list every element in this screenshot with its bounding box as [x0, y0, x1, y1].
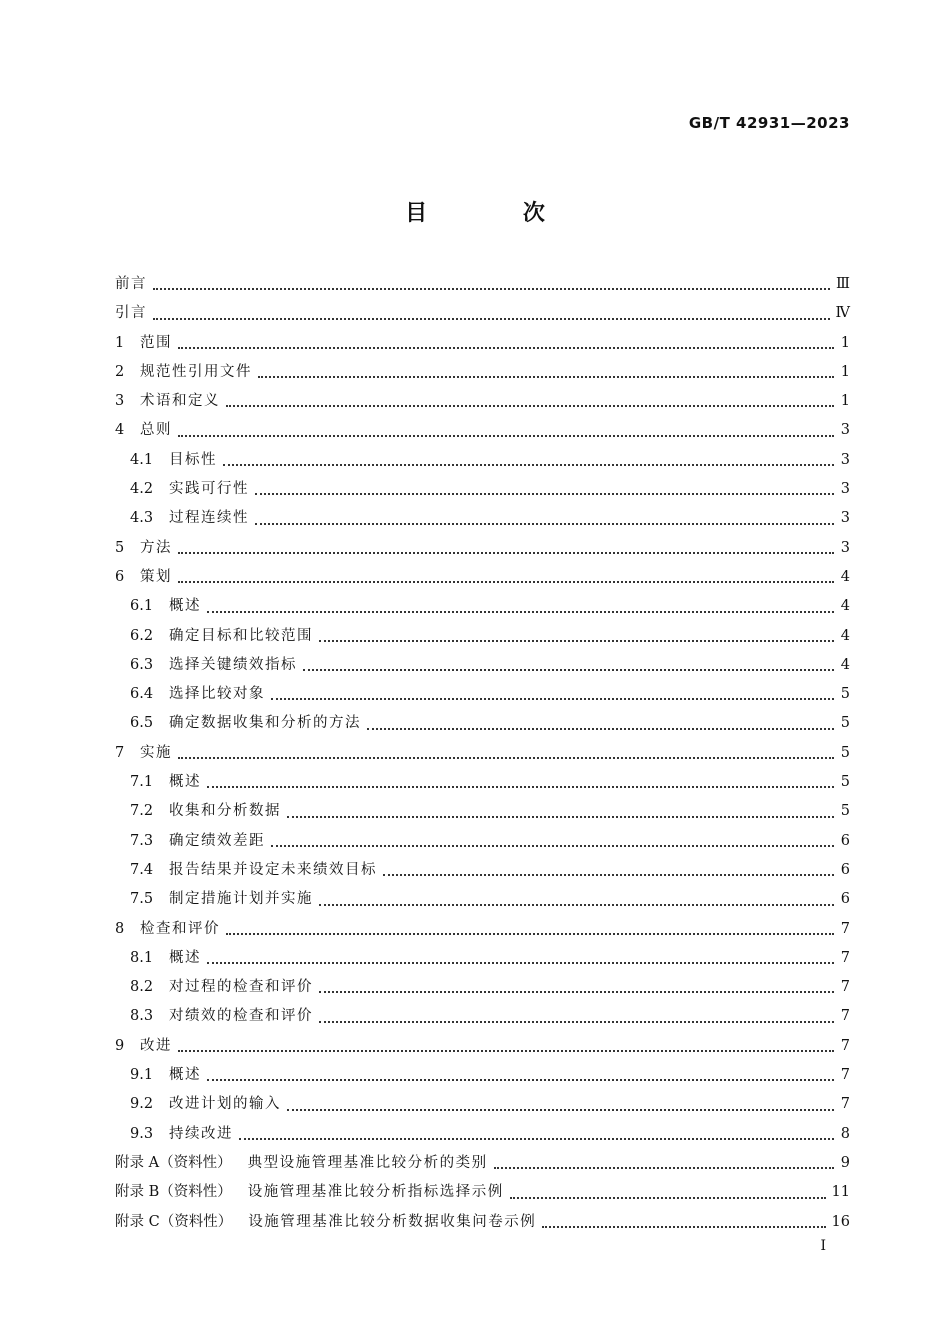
- toc-entry-title: 制定措施计划并实施: [169, 891, 313, 908]
- toc-entry-title: 总则: [140, 422, 172, 439]
- toc-entry-number: 附录 B（资料性）: [115, 1184, 232, 1201]
- toc-entry-number: 6.2: [130, 627, 154, 644]
- toc-entry-page: 5: [840, 715, 850, 732]
- toc-leader-dots: [319, 1021, 834, 1023]
- toc-leader-dots: [178, 1050, 834, 1052]
- toc-entry[interactable]: [115, 709, 850, 738]
- toc-entry[interactable]: [115, 1061, 850, 1090]
- toc-entry-number: 6.5: [130, 715, 154, 732]
- toc-entry-page: 5: [840, 744, 850, 761]
- toc-leader-dots: [178, 552, 834, 554]
- table-of-contents: [115, 270, 850, 1237]
- toc-entry[interactable]: [115, 739, 850, 768]
- toc-entry-page: 7: [840, 979, 850, 996]
- toc-leader-dots: [271, 698, 834, 700]
- toc-entry-title: 改进计划的输入: [169, 1096, 281, 1113]
- toc-entry-number: 4.3: [130, 510, 154, 527]
- toc-entry-title: 方法: [140, 539, 172, 556]
- toc-entry-number: 9.3: [130, 1125, 154, 1142]
- toc-entry[interactable]: [115, 299, 850, 328]
- toc-entry[interactable]: [115, 622, 850, 651]
- toc-entry-title: 典型设施管理基准比较分析的类别: [247, 1154, 488, 1171]
- toc-entry-page: 7: [840, 949, 850, 966]
- toc-entry-title: 概述: [169, 598, 201, 615]
- toc-entry[interactable]: [115, 856, 850, 885]
- toc-entry-page: 1: [840, 393, 850, 410]
- toc-entry-title: 术语和定义: [140, 393, 220, 410]
- toc-entry-page: 6: [840, 891, 850, 908]
- toc-entry-number: 6.3: [130, 656, 154, 673]
- toc-entry-number: 9.2: [130, 1096, 154, 1113]
- toc-leader-dots: [287, 816, 834, 818]
- toc-leader-dots: [226, 405, 834, 407]
- toc-entry-title: 收集和分析数据: [169, 803, 281, 820]
- toc-entry[interactable]: [115, 504, 850, 533]
- toc-leader-dots: [367, 728, 834, 730]
- toc-entry-title: 过程连续性: [169, 510, 249, 527]
- toc-entry[interactable]: [115, 944, 850, 973]
- toc-entry[interactable]: [115, 534, 850, 563]
- toc-entry[interactable]: [115, 1208, 850, 1237]
- toc-entry[interactable]: [115, 768, 850, 797]
- toc-entry[interactable]: [115, 651, 850, 680]
- toc-leader-dots: [178, 347, 834, 349]
- toc-entry-page: 3: [840, 422, 850, 439]
- toc-entry-title: 策划: [140, 568, 172, 585]
- toc-entry-number: 附录 C（资料性）: [115, 1213, 233, 1230]
- toc-entry-page: 7: [840, 1008, 850, 1025]
- toc-leader-dots: [383, 874, 834, 876]
- toc-entry-number: 3: [115, 393, 125, 410]
- toc-entry-page: 7: [840, 1067, 850, 1084]
- toc-entry-page: 3: [840, 451, 850, 468]
- toc-entry-number: 6.4: [130, 686, 154, 703]
- toc-entry-page: 5: [840, 803, 850, 820]
- toc-entry[interactable]: [115, 973, 850, 1002]
- toc-entry-title: 选择比较对象: [169, 686, 265, 703]
- toc-leader-dots: [287, 1109, 834, 1111]
- toc-entry-number: 7: [115, 744, 125, 761]
- toc-entry-title: 确定数据收集和分析的方法: [169, 715, 361, 732]
- toc-entry-number: 4.2: [130, 481, 154, 498]
- toc-entry-title: 概述: [169, 1067, 201, 1084]
- toc-entry-number: 7.2: [130, 803, 154, 820]
- toc-entry[interactable]: [115, 329, 850, 358]
- toc-entry-number: 7.4: [130, 861, 154, 878]
- toc-leader-dots: [319, 640, 834, 642]
- toc-entry[interactable]: [115, 1032, 850, 1061]
- toc-entry-number: 8: [115, 920, 125, 937]
- toc-leader-dots: [542, 1226, 825, 1228]
- toc-entry-page: 7: [840, 920, 850, 937]
- toc-entry-number: 9: [115, 1037, 125, 1054]
- toc-entry-number: 附录 A（资料性）: [115, 1154, 232, 1171]
- toc-leader-dots: [207, 611, 834, 613]
- toc-entry-title: 确定绩效差距: [169, 832, 265, 849]
- toc-entry[interactable]: [115, 446, 850, 475]
- toc-leader-dots: [319, 991, 834, 993]
- toc-entry-page: 4: [840, 656, 850, 673]
- toc-entry-number: 1: [115, 334, 125, 351]
- toc-leader-dots: [494, 1167, 834, 1169]
- toc-leader-dots: [255, 523, 834, 525]
- toc-entry[interactable]: [115, 475, 850, 504]
- toc-entry-page: 4: [840, 598, 850, 615]
- toc-entry-title: 前言: [115, 276, 147, 292]
- toc-leader-dots: [207, 786, 834, 788]
- toc-entry-number: 6: [115, 568, 125, 585]
- toc-entry[interactable]: [115, 1090, 850, 1119]
- toc-entry[interactable]: [115, 358, 850, 387]
- toc-leader-dots: [207, 1079, 834, 1081]
- toc-entry-title: 持续改进: [169, 1125, 233, 1142]
- toc-entry[interactable]: [115, 563, 850, 592]
- toc-entry-number: 5: [115, 539, 125, 556]
- page-title: 目 次: [405, 201, 589, 226]
- toc-leader-dots: [319, 904, 834, 906]
- toc-entry-title: 概述: [169, 774, 201, 791]
- toc-entry-page: 1: [840, 334, 850, 351]
- toc-entry[interactable]: [115, 885, 850, 914]
- toc-entry-title: 引言: [115, 305, 147, 322]
- toc-entry-page: 8: [840, 1125, 850, 1142]
- toc-entry-page: 4: [840, 568, 850, 585]
- toc-entry-number: 7.5: [130, 891, 154, 908]
- toc-entry-page: 5: [840, 686, 850, 703]
- toc-leader-dots: [178, 757, 834, 759]
- toc-entry[interactable]: [115, 1120, 850, 1149]
- toc-entry-page: 3: [840, 510, 850, 527]
- toc-entry-page: Ⅳ: [835, 305, 850, 322]
- toc-leader-dots: [303, 669, 834, 671]
- toc-entry-title: 选择关键绩效指标: [169, 656, 297, 673]
- toc-entry-number: 9.1: [130, 1067, 154, 1084]
- toc-entry-title: 设施管理基准比较分析数据收集问卷示例: [248, 1213, 537, 1230]
- toc-entry[interactable]: [115, 416, 850, 445]
- toc-entry-title: 检查和评价: [140, 920, 220, 937]
- toc-entry-page: 6: [840, 861, 850, 878]
- toc-entry-title: 确定目标和比较范围: [169, 627, 313, 644]
- page-folio: Ⅰ: [820, 1238, 826, 1254]
- toc-leader-dots: [239, 1138, 834, 1140]
- toc-entry-number: 7.3: [130, 832, 154, 849]
- toc-entry[interactable]: [115, 680, 850, 709]
- toc-entry-page: 3: [840, 539, 850, 556]
- toc-leader-dots: [271, 845, 834, 847]
- toc-entry-page: 11: [831, 1184, 850, 1201]
- toc-entry[interactable]: [115, 270, 850, 299]
- toc-entry-number: 2: [115, 363, 125, 380]
- toc-entry[interactable]: [115, 797, 850, 826]
- toc-entry-number: 8.3: [130, 1008, 154, 1025]
- toc-entry-title: 概述: [169, 949, 201, 966]
- toc-leader-dots: [153, 288, 830, 290]
- toc-entry[interactable]: [115, 387, 850, 416]
- toc-entry-page: 7: [840, 1037, 850, 1054]
- toc-entry-title: 规范性引用文件: [140, 363, 252, 380]
- toc-entry-number: 4.1: [130, 451, 154, 468]
- toc-entry-title: 实施: [140, 744, 172, 761]
- toc-entry-page: 5: [840, 774, 850, 791]
- toc-entry-title: 目标性: [169, 451, 217, 468]
- toc-entry-page: 1: [840, 363, 850, 380]
- toc-entry-number: 7.1: [130, 774, 154, 791]
- toc-entry-title: 对绩效的检查和评价: [169, 1008, 313, 1025]
- toc-leader-dots: [223, 464, 834, 466]
- standard-number: GB/T 42931—2023: [688, 114, 850, 132]
- toc-entry-title: 对过程的检查和评价: [169, 979, 313, 996]
- toc-leader-dots: [226, 933, 834, 935]
- toc-leader-dots: [207, 962, 834, 964]
- toc-leader-dots: [178, 435, 834, 437]
- toc-entry-number: 6.1: [130, 598, 154, 615]
- toc-entry-title: 实践可行性: [169, 481, 249, 498]
- toc-leader-dots: [153, 318, 830, 320]
- toc-leader-dots: [255, 493, 834, 495]
- toc-entry[interactable]: [115, 827, 850, 856]
- toc-entry-page: 3: [840, 481, 850, 498]
- toc-entry-page: Ⅲ: [836, 276, 850, 292]
- toc-entry-title: 报告结果并设定未来绩效目标: [169, 861, 377, 878]
- toc-leader-dots: [510, 1197, 826, 1199]
- toc-entry[interactable]: [115, 915, 850, 944]
- toc-leader-dots: [178, 581, 834, 583]
- toc-leader-dots: [258, 376, 834, 378]
- toc-entry-page: 9: [840, 1154, 850, 1171]
- toc-entry-page: 6: [840, 832, 850, 849]
- toc-entry-number: 8.2: [130, 979, 154, 996]
- toc-entry-page: 16: [831, 1213, 850, 1230]
- toc-entry-page: 4: [840, 627, 850, 644]
- toc-entry-title: 设施管理基准比较分析指标选择示例: [247, 1184, 504, 1201]
- toc-entry-number: 8.1: [130, 949, 154, 966]
- toc-entry-title: 改进: [140, 1037, 172, 1054]
- toc-entry[interactable]: [115, 592, 850, 621]
- toc-entry-title: 范围: [140, 334, 172, 351]
- toc-entry[interactable]: [115, 1149, 850, 1178]
- toc-entry[interactable]: [115, 1002, 850, 1031]
- toc-entry[interactable]: [115, 1178, 850, 1207]
- toc-entry-page: 7: [840, 1096, 850, 1113]
- toc-entry-number: 4: [115, 422, 125, 439]
